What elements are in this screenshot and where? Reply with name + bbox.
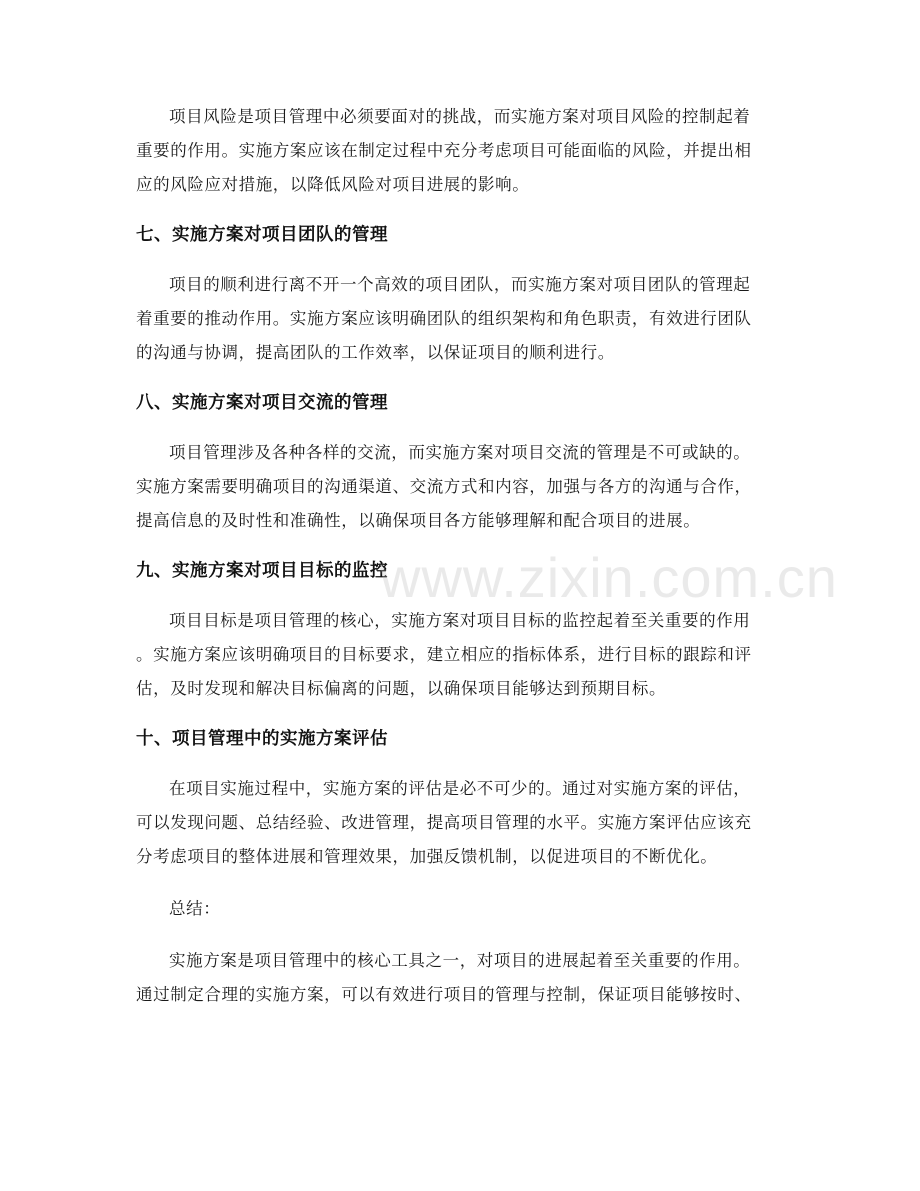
text-line: 在项目实施过程中，实施方案的评估是必不可少的。通过对实施方案的评估， <box>169 779 751 798</box>
text-line: 应的风险应对措施，以降低风险对项目进展的影响。 <box>136 175 530 194</box>
text-line: 提高信息的及时性和准确性，以确保项目各方能够理解和配合项目的进展。 <box>136 511 701 530</box>
paragraph-evaluation <box>136 772 786 874</box>
section-heading-eight: 八、实施方案对项目交流的管理 <box>136 393 388 413</box>
text-line: 总结： <box>169 899 221 918</box>
text-line: 项目风险是项目管理中必须要面对的挑战，而实施方案对项目风险的控制起着 <box>169 107 751 126</box>
text-line: 项目的顺利进行离不开一个高效的项目团队，而实施方案对项目团队的管理起 <box>169 275 751 294</box>
text-line: 实施方案是项目管理中的核心工具之一，对项目的进展起着至关重要的作用。 <box>169 951 751 970</box>
section-heading-seven: 七、实施方案对项目团队的管理 <box>136 225 388 245</box>
paragraph-goal <box>136 604 786 706</box>
text-line: 实施方案需要明确项目的沟通渠道、交流方式和内容，加强与各方的沟通与合作， <box>136 477 752 496</box>
text-line: 估，及时发现和解决目标偏离的问题，以确保项目能够达到预期目标。 <box>136 679 667 698</box>
text-line: 的沟通与协调，提高团队的工作效率，以保证项目的顺利进行。 <box>136 343 615 362</box>
section-heading-ten: 十、项目管理中的实施方案评估 <box>136 729 388 749</box>
text-line: 着重要的推动作用。实施方案应该明确团队的组织架构和角色职责，有效进行团队 <box>136 309 752 328</box>
section-heading-nine: 九、实施方案对项目目标的监控 <box>136 561 388 581</box>
paragraph-team <box>136 268 786 370</box>
summary-label <box>136 892 786 926</box>
text-line: 通过制定合理的实施方案，可以有效进行项目的管理与控制，保证项目能够按时、 <box>136 985 752 1004</box>
text-line: 重要的作用。实施方案应该在制定过程中充分考虑项目可能面临的风险，并提出相 <box>136 141 752 160</box>
text-line: 项目管理涉及各种各样的交流，而实施方案对项目交流的管理是不可或缺的。 <box>169 443 751 462</box>
paragraph-communication <box>136 436 786 538</box>
text-line: 分考虑项目的整体进展和管理效果，加强反馈机制，以促进项目的不断优化。 <box>136 847 718 866</box>
text-line: 。实施方案应该明确项目的目标要求，建立相应的指标体系，进行目标的跟踪和评 <box>136 645 752 664</box>
watermark: www.zixin.com.cn <box>380 546 838 609</box>
paragraph-summary <box>136 944 786 1012</box>
document-page <box>136 100 786 1030</box>
text-line: 可以发现问题、总结经验、改进管理，提高项目管理的水平。实施方案评估应该充 <box>136 813 752 832</box>
text-line: 项目目标是项目管理的核心，实施方案对项目目标的监控起着至关重要的作用 <box>169 611 751 630</box>
paragraph-risk <box>136 100 786 202</box>
